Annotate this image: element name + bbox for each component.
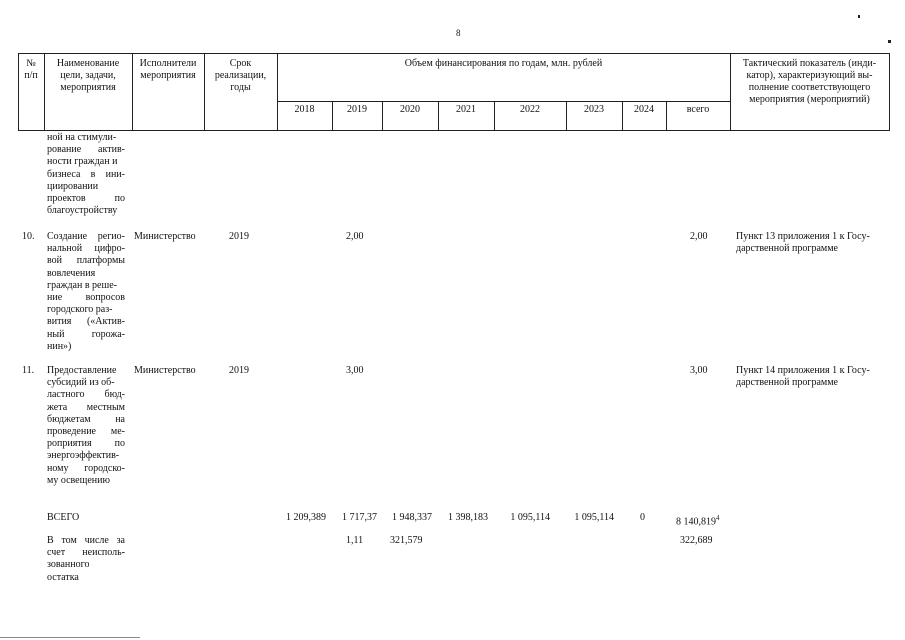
- row-term: 2019: [229, 231, 249, 242]
- header-num: № п/п: [24, 58, 38, 81]
- year-2018: 2018: [294, 104, 315, 115]
- header-indicator: Тактический показатель (инди- катор), характеризующий вы- полнение соответствующего мероприятия (мероприятий): [742, 58, 877, 105]
- row-term: 2019: [229, 365, 249, 376]
- year-2020: 2020: [400, 104, 420, 115]
- row-name: Предоставление субсидий из об- ластного бюд- жета местным бюджетам на проведение ме- роприятия по энергоэффектив- ному городско- му освещению: [47, 365, 125, 486]
- total-2018: 1 209,389: [286, 512, 326, 523]
- row-indicator: Пункт 13 приложения 1 к Госу- дарственной программе: [736, 231, 870, 255]
- including-label: В том числе за счет неисполь- зованного остатка: [47, 535, 125, 583]
- row-number: 11.: [22, 365, 35, 376]
- row-name: Создание регио- нальной цифро- вой платформы вовлечения граждан в реше- ние вопросов городского раз- вития («Актив- ный горожа- нин»): [47, 231, 125, 352]
- total-all: [676, 512, 720, 528]
- header-finance: Объем финансирования по годам, млн. рублей: [404, 58, 603, 69]
- year-2022: 2022: [520, 104, 540, 115]
- value-2019: 3,00: [346, 365, 364, 376]
- year-2019: 2019: [347, 104, 367, 115]
- row-executor: Министерство: [134, 231, 196, 242]
- scan-artifact-dot: [888, 40, 891, 43]
- header-name: Наименование цели, задачи, мероприятия: [56, 58, 120, 93]
- row-number: 10.: [22, 231, 35, 242]
- year-total: всего: [686, 104, 710, 115]
- continued-name-cell: ной на стимули- рование актив- ности граждан и бизнеса в ини- циировании проектов по благоустройству: [47, 132, 125, 217]
- total-2023: 1 095,114: [574, 512, 614, 523]
- total-2021: 1 398,183: [448, 512, 488, 523]
- total-all-value: 8 140,819: [676, 516, 716, 528]
- total-2024: 0: [640, 512, 645, 523]
- scan-artifact-dot: [858, 15, 860, 18]
- header-executor: Исполнители мероприятия: [139, 58, 197, 81]
- value-2019: 2,00: [346, 231, 364, 242]
- total-2020: 1 948,337: [392, 512, 432, 523]
- scan-artifact-line: [0, 637, 140, 638]
- page-number: 8: [456, 28, 461, 38]
- total-label: ВСЕГО: [47, 512, 80, 523]
- row-executor: Министерство: [134, 365, 196, 376]
- total-2019: 1 717,37: [342, 512, 377, 523]
- including-2019: 1,11: [346, 535, 364, 546]
- header-term: Срок реализации, годы: [214, 58, 267, 93]
- including-2020: 321,579: [390, 535, 423, 546]
- total-2022: 1 095,114: [510, 512, 550, 523]
- row-indicator: Пункт 14 приложения 1 к Госу- дарственной программе: [736, 365, 870, 389]
- year-2021: 2021: [456, 104, 476, 115]
- year-2023: 2023: [584, 104, 604, 115]
- including-total: 322,689: [680, 535, 713, 546]
- value-total: 3,00: [690, 365, 708, 376]
- value-total: 2,00: [690, 231, 708, 242]
- footnote-mark: 4: [716, 514, 720, 522]
- year-2024: 2024: [634, 104, 654, 115]
